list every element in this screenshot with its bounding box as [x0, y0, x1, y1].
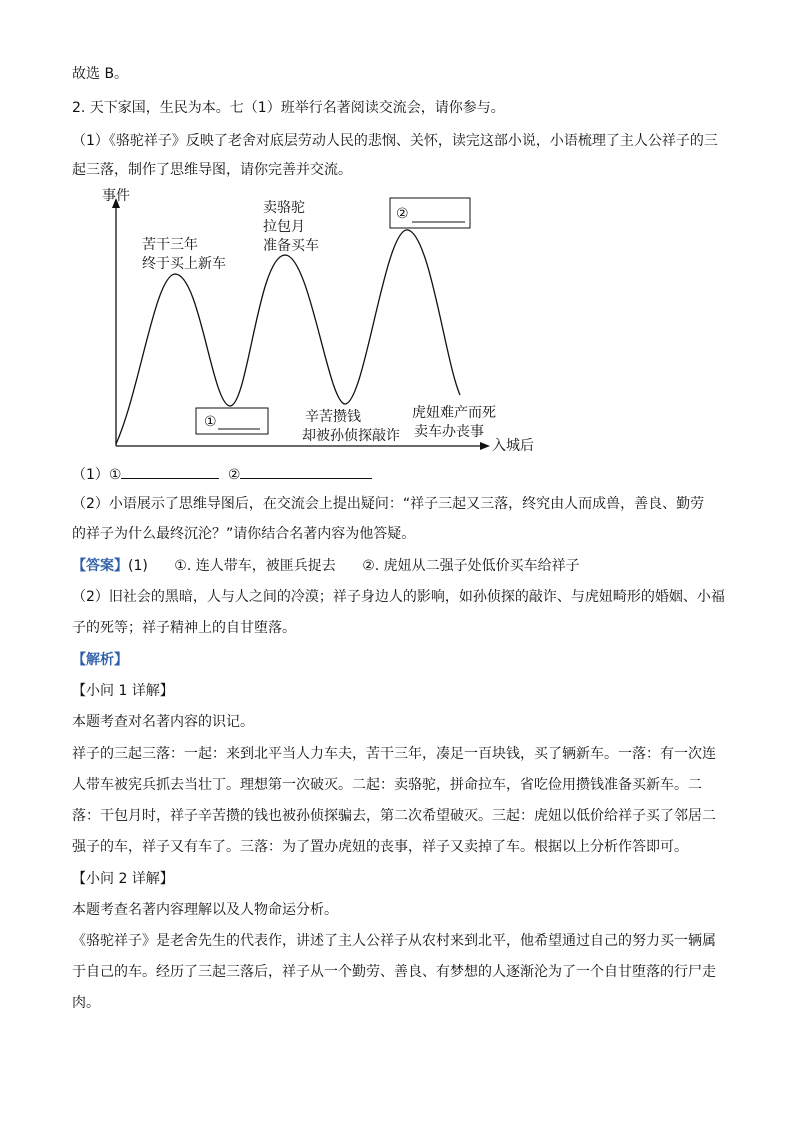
sub-question-2-title: 【小问 2 详解】	[72, 871, 174, 887]
sub-question-1-line4: 落：干包月时，祥子辛苦攒的钱也被孙侦探骗去，第二次希望破灭。三起：虎妞以低价给祥子买了邻居二	[72, 808, 716, 824]
peak2-label-line3: 准备买车	[263, 238, 319, 254]
blank-1-label: （1）①	[72, 467, 122, 483]
end-label-line1: 虎妞难产而死	[412, 405, 496, 421]
answer-box-2-number: ②	[396, 206, 409, 222]
text-line: 故选 B。	[72, 66, 129, 82]
peak2-label-line1: 卖骆驼	[263, 200, 305, 216]
x-axis-arrow-icon	[480, 442, 490, 450]
answer-1-item-2: ②. 虎妞从二强子处低价买车给祥子	[362, 558, 580, 574]
fill-blank-line	[72, 464, 372, 485]
blank-2-underline	[240, 464, 372, 479]
answer-line-1	[72, 556, 580, 576]
trough2-label-line1: 辛苦攒钱	[305, 409, 361, 425]
answer-line-2: （2）旧社会的黑暗，人与人之间的冷漠；祥子身边人的影响，如孙侦探的敲诈、与虎妞畸形的婚姻、小福	[72, 589, 725, 605]
sub-question-2-line4: 肉。	[72, 995, 100, 1011]
sub-question-2-line2: 《骆驼祥子》是老舍先生的代表作，讲述了主人公祥子从农村来到北平，他希望通过自己的努力买一辆属	[72, 933, 716, 949]
sub-question-2-line1: 本题考查名著内容理解以及人物命运分析。	[72, 902, 338, 918]
peak1-label-line1: 苦干三年	[142, 237, 198, 253]
trough2-label-line2: 却被孙侦探敲诈	[302, 428, 400, 444]
answer-line-2-cont: 子的死等；祥子精神上的自甘堕落。	[72, 620, 296, 636]
answer-tag: 【答案】	[72, 558, 128, 574]
question-2-1-text-cont: 起三落，制作了思维导图，请你完善并交流。	[72, 162, 352, 178]
blank-1-underline	[121, 464, 219, 479]
answer-1-item-1: ①. 连人带车，被匪兵捉去	[174, 558, 336, 574]
sub-question-1-line5: 强子的车，祥子又有车了。三落：为了置办虎妞的丧事，祥子又卖掉了车。根据以上分析作答即可。	[72, 839, 688, 855]
peak1-label-line2: 终于买上新车	[142, 256, 226, 272]
peak2-label-line2: 拉包月	[263, 219, 305, 235]
question-2-2-text-cont: 的祥子为什么最终沉沦？”请你结合名著内容为他答疑。	[72, 526, 416, 542]
answer-part-1-label: (1)	[128, 558, 148, 574]
y-axis-label: 事件	[102, 188, 130, 204]
mind-map-diagram	[0, 0, 794, 470]
question-2-stem: 2. 天下家国，生民为本。七（1）班举行名著阅读交流会，请你参与。	[72, 100, 505, 116]
question-2-1-text: （1）《骆驼祥子》反映了老舍对底层劳动人民的悲悯、关怀，读完这部小说，小语梳理了主人公祥子的三	[72, 133, 718, 149]
analysis-tag: 【解析】	[72, 652, 128, 668]
sub-question-1-line2: 祥子的三起三落：一起：来到北平当人力车夫，苦干三年，凑足一百块钱，买了辆新车。一落：有一次连	[72, 746, 716, 762]
sub-question-1-line3: 人带车被宪兵抓去当壮丁。理想第一次破灭。二起：卖骆驼，拼命拉车，省吃俭用攒钱准备买新车。二	[72, 777, 702, 793]
sub-question-2-line3: 于自己的车。经历了三起三落后，祥子从一个勤劳、善良、有梦想的人逐渐沦为了一个自甘堕落的行尸走	[72, 964, 716, 980]
blank-2-label: ②	[227, 467, 241, 483]
question-2-2-text: （2）小语展示了思维导图后，在交流会上提出疑问：“祥子三起又三落，终究由人而成兽，善良、勤劳	[72, 496, 705, 512]
sub-question-1-title: 【小问 1 详解】	[72, 683, 174, 699]
end-label-line2: 卖车办丧事	[414, 424, 484, 440]
answer-box-1-number: ①	[204, 414, 217, 430]
sub-question-1-line1: 本题考查对名著内容的识记。	[72, 714, 254, 730]
x-axis-label: 入城后	[492, 438, 534, 454]
